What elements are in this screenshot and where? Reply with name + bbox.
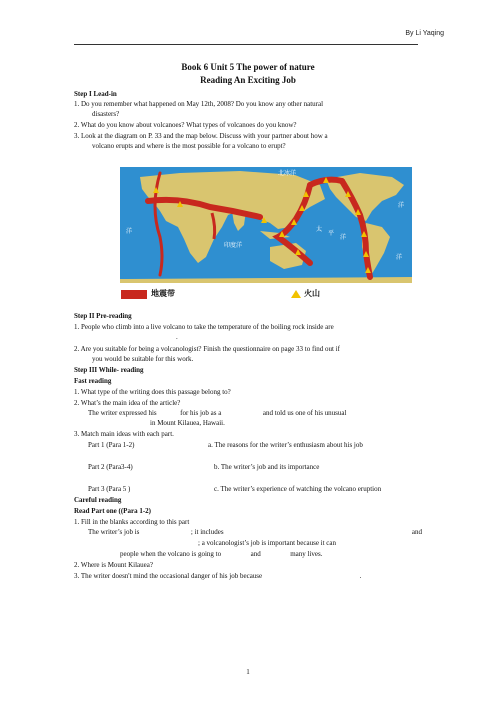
answer-blank[interactable] <box>141 533 189 534</box>
fast-question-1: 1. What type of the writing does this passage belong to? <box>74 388 231 396</box>
fast-question-2-answer-cont: in Mount Kilauea, Hawaii. <box>150 419 225 427</box>
match-idea-a: a. The reasons for the writer’s enthusiasm about his job <box>208 441 363 449</box>
answer-text: for his job as a <box>180 409 222 417</box>
part-one-heading: Read Part one ((Para 1-2) <box>74 507 151 515</box>
answer-blank[interactable] <box>223 555 249 556</box>
answer-text: and <box>250 550 261 558</box>
map-label-atlantic-west: 洋 <box>126 228 133 235</box>
answer-blank[interactable] <box>158 414 178 415</box>
step2-question-2-cont: you would be suitable for this work. <box>92 355 194 363</box>
legend-volcano-icon <box>291 290 301 298</box>
step2-question-1-cont: . <box>176 333 178 341</box>
match-idea-c: c. The writer’s experience of watching the volcano eruption <box>214 485 382 493</box>
legend-volcano-label: 火山 <box>304 289 320 298</box>
map-label-pacific-3: 洋 <box>340 234 347 241</box>
match-part-1: Part 1 (Para 1-2) <box>88 441 135 449</box>
legend-belt-label: 地震带 <box>151 289 175 298</box>
fast-question-3: 3. Match main ideas with each part. <box>74 430 174 438</box>
answer-text: and told us one of his unusual <box>262 409 347 417</box>
page-subtitle: Reading An Exciting Job <box>200 75 296 85</box>
careful-question-1-line-c <box>120 550 322 558</box>
careful-question-1: 1. Fill in the blanks according to this part <box>74 518 190 526</box>
step1-question-2: 2. What do you know about volcanoes? What types of volcanoes do you know? <box>74 121 297 129</box>
answer-blank[interactable] <box>264 577 358 578</box>
answer-blank[interactable] <box>223 414 261 415</box>
answer-text: The writer’s job is <box>88 528 140 536</box>
world-volcano-map <box>120 167 412 283</box>
map-label-indian: 印度洋 <box>224 242 243 249</box>
step2-question-1: 1. People who climb into a live volcano to take the temperature of the boiling rock inside are <box>74 323 334 331</box>
careful-question-1-line-b: ; a volcanologist’s job is important because it can <box>198 539 337 547</box>
careful-reading-heading: Careful reading <box>74 496 122 504</box>
header-rule <box>74 44 418 45</box>
fast-question-2: 2. What’s the main idea of the article? <box>74 399 181 407</box>
header-author: By Li Yaqing <box>405 30 444 37</box>
fast-reading-heading: Fast reading <box>74 377 112 385</box>
map-label-pacific-1: 太 <box>316 226 323 233</box>
map-label-pacific-2: 平 <box>328 230 335 237</box>
step1-question-1-cont: disasters? <box>92 110 120 118</box>
answer-text: and <box>411 528 422 536</box>
legend-belt-swatch <box>121 290 147 299</box>
answer-text: . <box>359 572 362 580</box>
careful-question-2: 2. Where is Mount Kilauea? <box>74 561 153 569</box>
step1-question-3-cont: volcano erupts and where is the most possible for a volcano to erupt? <box>92 142 286 150</box>
answer-text: 3. The writer doesn't mind the occasional danger of his job because <box>74 572 263 580</box>
answer-text: many lives. <box>290 550 323 558</box>
answer-text: people when the volcano is going to <box>120 550 222 558</box>
careful-question-3 <box>74 572 361 580</box>
fast-question-2-answer <box>88 409 346 417</box>
answer-text: The writer expressed his <box>88 409 157 417</box>
step3-heading: Step III While- reading <box>74 366 144 374</box>
answer-blank[interactable] <box>262 555 288 556</box>
map-legend <box>121 288 381 300</box>
step1-question-1: 1. Do you remember what happened on May 12th, 2008? Do you know any other natural <box>74 100 324 108</box>
match-part-2: Part 2 (Para3-4) <box>88 463 133 471</box>
page-number: 1 <box>246 668 250 676</box>
map-label-arctic: 北冰洋 <box>278 170 297 177</box>
map-label-atlantic-south: 洋 <box>396 254 403 261</box>
match-part-3: Part 3 (Para 5 ) <box>88 485 131 493</box>
step2-question-2: 2. Are you suitable for being a volcanologist? Finish the questionnaire on page 33 to find out if <box>74 345 340 353</box>
careful-question-1-line-a <box>88 528 422 536</box>
step2-heading: Step II Pre-reading <box>74 312 132 320</box>
page-title: Book 6 Unit 5 The power of nature <box>181 62 315 72</box>
step1-heading: Step I Lead-in <box>74 90 117 98</box>
step1-question-3: 3. Look at the diagram on P. 33 and the map below. Discuss with your partner about how a <box>74 132 328 140</box>
map-label-atlantic-east: 洋 <box>398 202 405 209</box>
match-idea-b: b. The writer’s job and its importance <box>214 463 320 471</box>
answer-text: ; it includes <box>190 528 224 536</box>
